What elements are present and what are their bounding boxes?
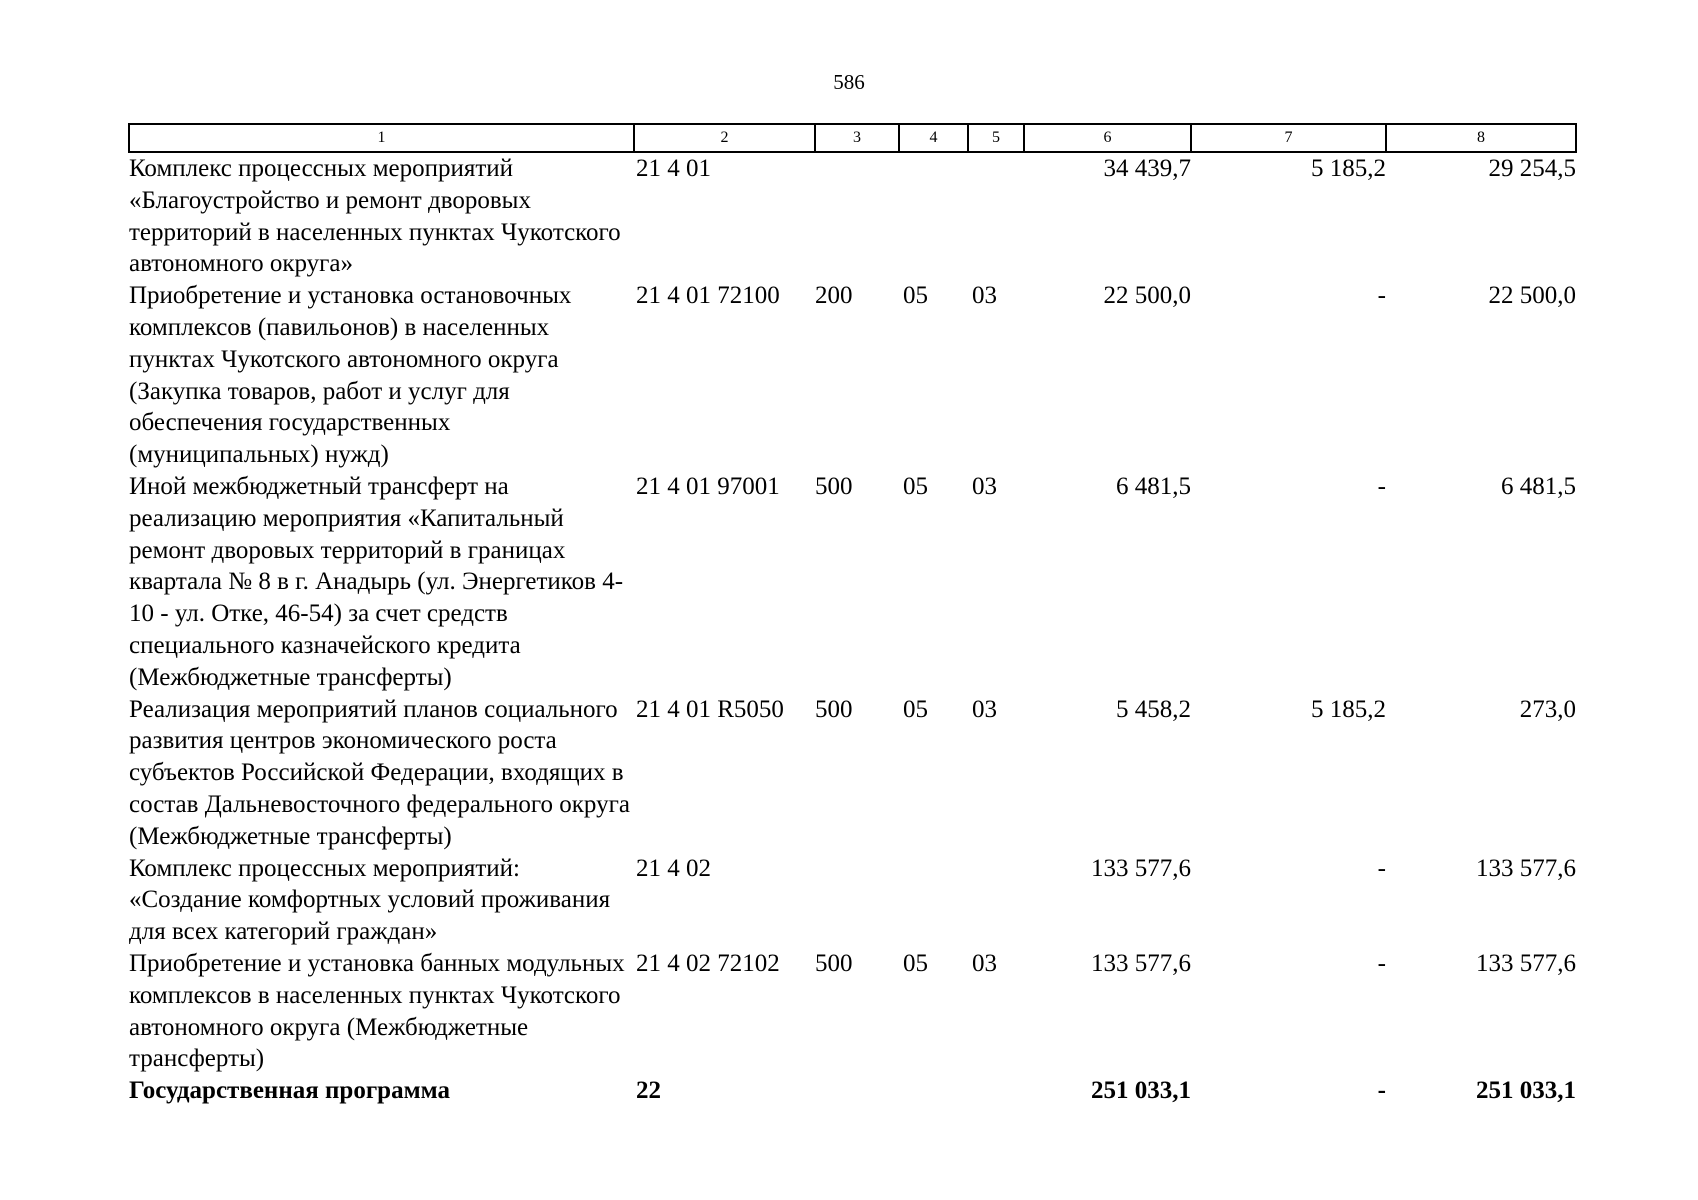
column-header: 4 <box>899 124 968 152</box>
column-header: 1 <box>129 124 634 152</box>
row-col7: - <box>1377 282 1386 310</box>
row-name: Иной межбюджетный трансферт на реализацию мероприятия «Капитальный ремонт дворовых территорий в границах квартала № 8 в г. Анадырь (ул. Энергетиков 4-10 - ул. Отке, 46-54) за счет средств специального казначейского кредита (Межбюджетные трансферты) <box>129 472 624 691</box>
row-col7: - <box>1377 472 1386 500</box>
program-total-row <box>129 1075 1576 1107</box>
row-col7: 5 185,2 <box>1311 695 1386 723</box>
table-row <box>129 853 1576 948</box>
row-code: 21 4 02 72102 <box>636 949 780 977</box>
row-col8: 251 033,1 <box>1476 1077 1576 1105</box>
row-col8: 6 481,5 <box>1501 472 1576 500</box>
row-col3 <box>815 853 899 948</box>
row-name: Государственная программа <box>129 1077 450 1105</box>
row-code: 21 4 02 <box>636 854 711 882</box>
column-header: 3 <box>815 124 899 152</box>
budget-table <box>128 123 1577 1107</box>
table-row <box>129 152 1576 280</box>
row-col4: 05 <box>903 282 928 310</box>
row-name: Приобретение и установка остановочных комплексов (павильонов) в населенных пунктах Чукотского автономного округа (Закупка товаров, работ и услуг для обеспечения государственных (муниципальных) нужд) <box>129 282 572 469</box>
row-name: Приобретение и установка банных модульных комплексов в населенных пунктах Чукотского автономного округа (Межбюджетные трансферты) <box>129 949 625 1073</box>
row-col7: 5 185,2 <box>1311 155 1386 182</box>
row-col4: 05 <box>903 949 928 977</box>
column-header: 7 <box>1191 124 1386 152</box>
table-row <box>129 471 1576 694</box>
row-name: Комплекс процессных мероприятий: «Создание комфортных условий проживания для всех категорий граждан» <box>129 854 611 946</box>
row-col4 <box>899 853 968 948</box>
row-total: 22 500,0 <box>1103 282 1191 310</box>
row-total: 133 577,6 <box>1091 949 1191 977</box>
page-number: 586 <box>833 70 865 94</box>
row-code: 21 4 01 <box>636 155 711 182</box>
row-col7: - <box>1377 854 1386 882</box>
row-code: 22 <box>636 1077 661 1105</box>
row-col3 <box>815 152 899 280</box>
row-name: Реализация мероприятий планов социального развития центров экономического роста субъектов Российской Федерации, входящих в состав Дальневосточного федерального округа (Межбюджетные трансферты) <box>129 695 630 850</box>
row-col5: 03 <box>972 949 997 977</box>
row-total: 6 481,5 <box>1116 472 1191 500</box>
row-code: 21 4 01 97001 <box>636 472 780 500</box>
row-col5: 03 <box>972 472 997 500</box>
row-col5 <box>968 853 1024 948</box>
column-number-header-row <box>129 124 1576 152</box>
row-col5 <box>968 152 1024 280</box>
row-col3 <box>815 1075 899 1107</box>
row-col3: 200 <box>815 282 853 310</box>
row-total: 5 458,2 <box>1116 695 1191 723</box>
row-col8: 22 500,0 <box>1488 282 1576 310</box>
row-col5 <box>968 1075 1024 1107</box>
column-header: 5 <box>968 124 1024 152</box>
row-name: Комплекс процессных мероприятий «Благоустройство и ремонт дворовых территорий в населенных пунктах Чукотского автономного округа» <box>129 155 621 278</box>
row-col3: 500 <box>815 695 853 723</box>
column-header: 6 <box>1024 124 1191 152</box>
row-col5: 03 <box>972 695 997 723</box>
row-col8: 133 577,6 <box>1476 854 1576 882</box>
row-col3: 500 <box>815 472 853 500</box>
row-col7: - <box>1377 949 1386 977</box>
column-header: 2 <box>634 124 815 152</box>
row-col5: 03 <box>972 282 997 310</box>
row-col7: - <box>1377 1077 1386 1105</box>
row-col4: 05 <box>903 695 928 723</box>
row-total: 133 577,6 <box>1091 854 1191 882</box>
row-total: 34 439,7 <box>1103 155 1191 182</box>
row-code: 21 4 01 72100 <box>636 282 780 310</box>
row-col8: 29 254,5 <box>1488 155 1576 182</box>
table-row <box>129 280 1576 471</box>
row-col8: 133 577,6 <box>1476 949 1576 977</box>
row-code: 21 4 01 R5050 <box>636 695 784 723</box>
table-row <box>129 694 1576 853</box>
row-col4 <box>899 1075 968 1107</box>
row-col4: 05 <box>903 472 928 500</box>
column-header: 8 <box>1386 124 1576 152</box>
row-total: 251 033,1 <box>1091 1077 1191 1105</box>
row-col3: 500 <box>815 949 853 977</box>
table-row <box>129 948 1576 1075</box>
row-col8: 273,0 <box>1519 695 1576 723</box>
row-col4 <box>899 152 968 280</box>
